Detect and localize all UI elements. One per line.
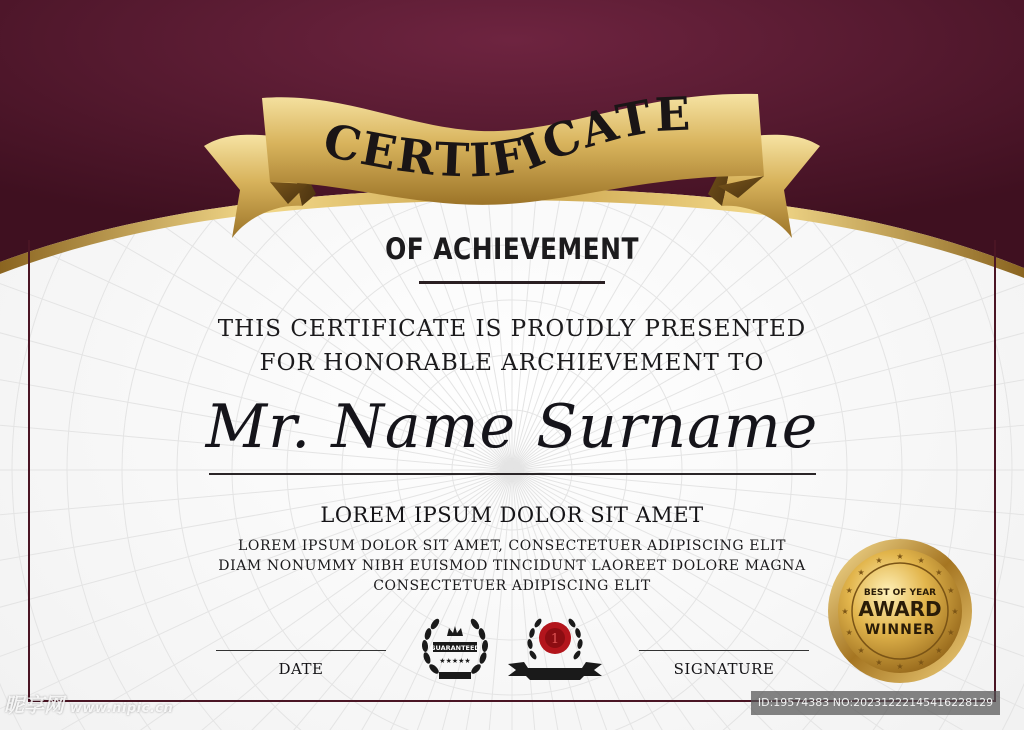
medal-star-icon: ★ bbox=[917, 657, 925, 667]
medal-line-3: WINNER bbox=[864, 622, 936, 638]
medal-star-icon: ★ bbox=[947, 628, 955, 638]
certificate-subtitle: OF ACHIEVEMENT bbox=[385, 232, 639, 266]
signature-line bbox=[639, 650, 809, 651]
body-line-1: LOREM IPSUM DOLOR SIT AMET, CONSECTETUER ADIPISCING ELIT bbox=[237, 538, 787, 554]
wax-seal-badge bbox=[504, 606, 606, 684]
medal-star-icon: ★ bbox=[875, 657, 883, 667]
guaranteed-badge bbox=[417, 612, 493, 684]
body-line-2: DIAM NONUMMY NIBH EUISMOD TINCIDUNT LAOREET DOLORE MAGNA bbox=[218, 558, 806, 574]
crown-icon bbox=[447, 626, 463, 636]
presentation-statement bbox=[0, 312, 1024, 380]
ribbon-banner-icon bbox=[508, 662, 602, 680]
site-url: www.nipic.cn bbox=[70, 701, 174, 716]
presentation-line-1: THIS CERTIFICATE IS PROUDLY PRESENTED bbox=[217, 316, 807, 342]
medal-star-icon: ★ bbox=[947, 585, 955, 595]
presentation-line-2: FOR HONORABLE ARCHIEVEMENT TO bbox=[259, 350, 765, 376]
date-line bbox=[216, 650, 386, 651]
site-logo: 昵享网 bbox=[4, 693, 64, 717]
medal-star-icon: ★ bbox=[875, 556, 883, 566]
body-line-3: CONSECTETUER ADIPISCING ELIT bbox=[373, 578, 651, 594]
body-heading: LOREM IPSUM DOLOR SIT AMET bbox=[320, 503, 704, 527]
site-watermark bbox=[4, 690, 173, 720]
certificate-title: CERTIFICATE bbox=[318, 86, 694, 188]
medal-star-icon: ★ bbox=[845, 585, 853, 595]
medal-star-icon: ★ bbox=[917, 556, 925, 566]
subtitle-underline bbox=[419, 281, 605, 284]
medal-line-2: AWARD bbox=[858, 597, 942, 621]
medal-star-icon: ★ bbox=[857, 568, 865, 578]
medal-star-icon: ★ bbox=[841, 607, 849, 616]
medal-star-icon: ★ bbox=[896, 552, 904, 561]
image-id-watermark: ID:19574383 NO:20231222145416228129 bbox=[751, 691, 1000, 715]
guaranteed-text: GUARANTEED bbox=[430, 644, 480, 652]
recipient-name-underline bbox=[209, 473, 816, 475]
medal-star-icon: ★ bbox=[935, 568, 943, 578]
medal-star-icon: ★ bbox=[845, 628, 853, 638]
award-winner-medal bbox=[826, 537, 974, 685]
wax-seal-number: 1 bbox=[550, 632, 560, 647]
medal-line-1: BEST OF YEAR bbox=[863, 588, 937, 598]
date-label: DATE bbox=[278, 660, 324, 678]
medal-star-icon: ★ bbox=[935, 645, 943, 655]
signature-label: SIGNATURE bbox=[673, 660, 775, 678]
recipient-name: Mr. Name Surname bbox=[205, 392, 819, 462]
medal-star-icon: ★ bbox=[951, 607, 959, 616]
title-ribbon bbox=[198, 86, 826, 246]
medal-star-icon: ★ bbox=[896, 662, 904, 671]
guaranteed-stars: ★★★★★ bbox=[439, 657, 471, 665]
medal-star-icon: ★ bbox=[857, 645, 865, 655]
